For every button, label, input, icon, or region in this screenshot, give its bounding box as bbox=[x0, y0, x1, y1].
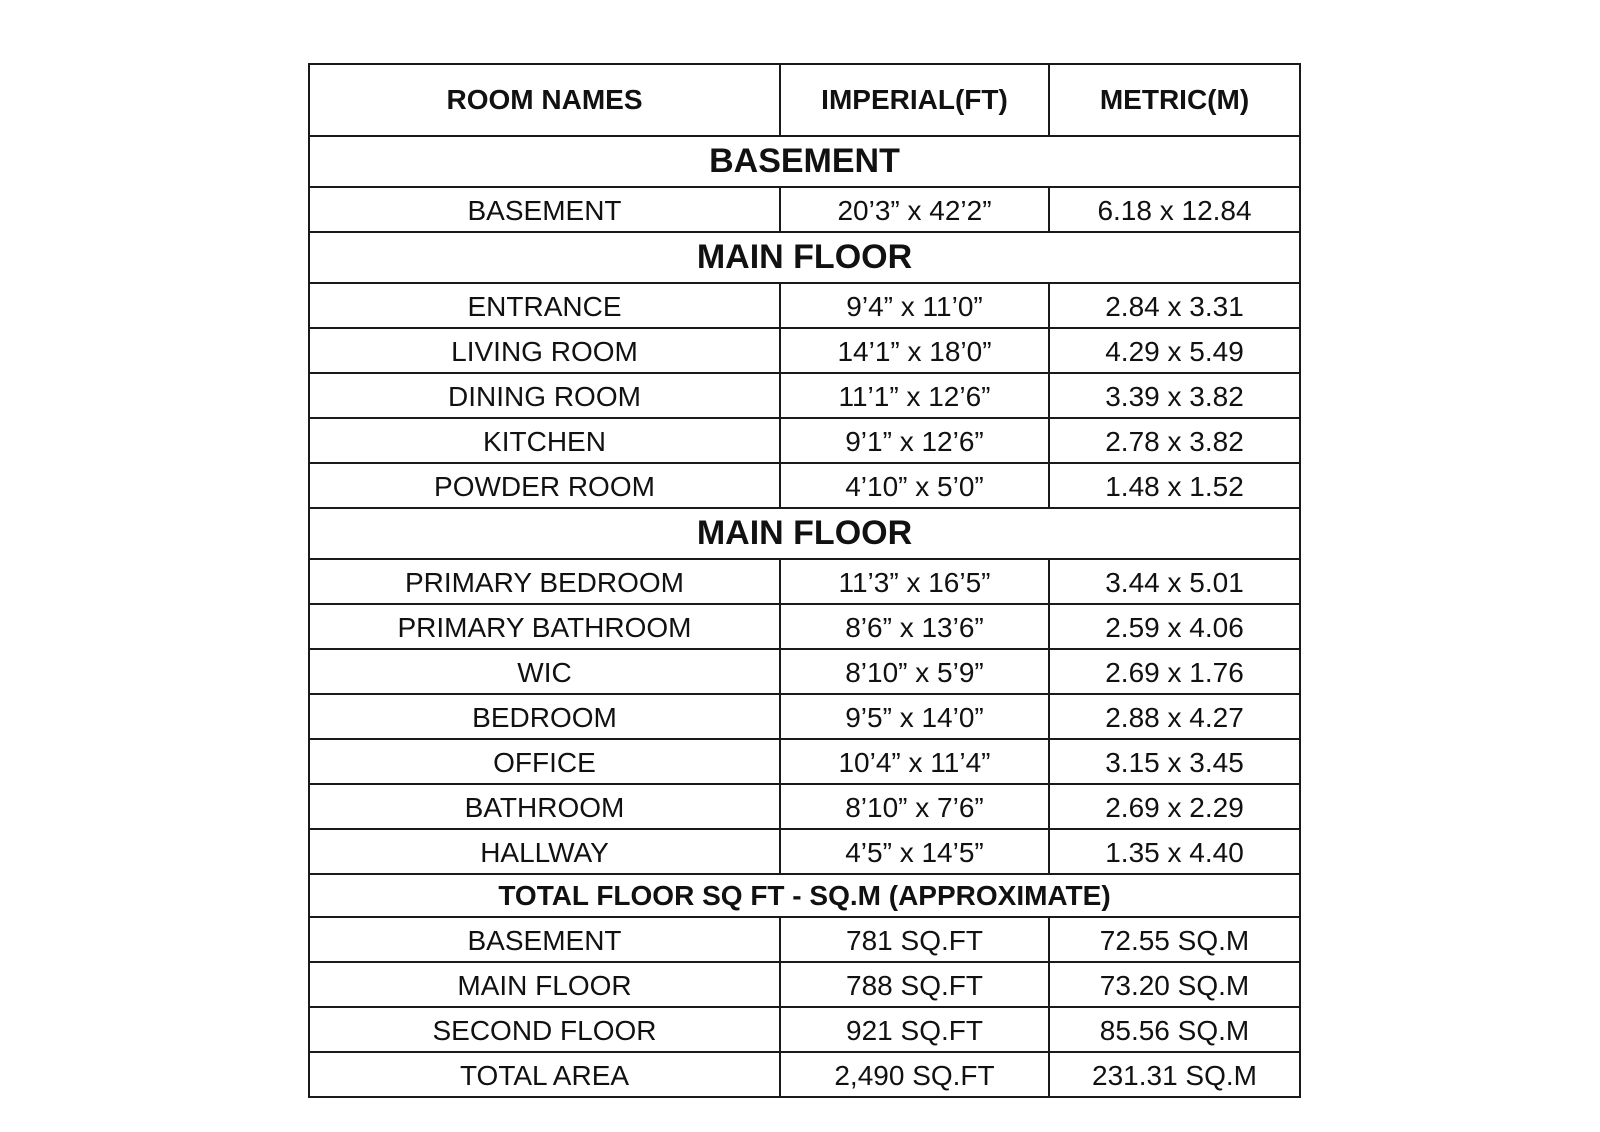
metric-cell: 2.59 x 4.06 bbox=[1049, 604, 1300, 649]
table-body bbox=[309, 64, 1300, 1097]
metric-cell: 6.18 x 12.84 bbox=[1049, 187, 1300, 232]
room-name-cell: PRIMARY BEDROOM bbox=[309, 559, 780, 604]
metric-cell: 1.48 x 1.52 bbox=[1049, 463, 1300, 508]
room-name-cell: ENTRANCE bbox=[309, 283, 780, 328]
imperial-cell: 4’10” x 5’0” bbox=[780, 463, 1049, 508]
table-row bbox=[309, 187, 1300, 232]
room-name-cell: OFFICE bbox=[309, 739, 780, 784]
section-title: BASEMENT bbox=[309, 136, 1300, 187]
room-name-cell: DINING ROOM bbox=[309, 373, 780, 418]
room-name-cell: PRIMARY BATHROOM bbox=[309, 604, 780, 649]
room-name-cell: BATHROOM bbox=[309, 784, 780, 829]
table-row bbox=[309, 784, 1300, 829]
table-row bbox=[309, 1007, 1300, 1052]
section-title: MAIN FLOOR bbox=[309, 508, 1300, 559]
room-name-cell: BASEMENT bbox=[309, 187, 780, 232]
section-header-row bbox=[309, 232, 1300, 283]
table-row bbox=[309, 604, 1300, 649]
metric-cell: 3.15 x 3.45 bbox=[1049, 739, 1300, 784]
imperial-cell: 921 SQ.FT bbox=[780, 1007, 1049, 1052]
room-name-cell: BASEMENT bbox=[309, 917, 780, 962]
room-name-cell: MAIN FLOOR bbox=[309, 962, 780, 1007]
room-name-cell: KITCHEN bbox=[309, 418, 780, 463]
metric-cell: 3.44 x 5.01 bbox=[1049, 559, 1300, 604]
table-row bbox=[309, 559, 1300, 604]
room-name-cell: LIVING ROOM bbox=[309, 328, 780, 373]
metric-cell: 3.39 x 3.82 bbox=[1049, 373, 1300, 418]
imperial-cell: 781 SQ.FT bbox=[780, 917, 1049, 962]
imperial-cell: 4’5” x 14’5” bbox=[780, 829, 1049, 874]
room-dimensions-table bbox=[308, 63, 1301, 1098]
metric-cell: 231.31 SQ.M bbox=[1049, 1052, 1300, 1097]
table-row bbox=[309, 328, 1300, 373]
table-row bbox=[309, 1052, 1300, 1097]
section-header-row bbox=[309, 136, 1300, 187]
metric-cell: 4.29 x 5.49 bbox=[1049, 328, 1300, 373]
metric-cell: 2.88 x 4.27 bbox=[1049, 694, 1300, 739]
imperial-cell: 20’3” x 42’2” bbox=[780, 187, 1049, 232]
table-row bbox=[309, 829, 1300, 874]
metric-cell: 2.84 x 3.31 bbox=[1049, 283, 1300, 328]
imperial-cell: 788 SQ.FT bbox=[780, 962, 1049, 1007]
imperial-cell: 14’1” x 18’0” bbox=[780, 328, 1049, 373]
imperial-cell: 9’5” x 14’0” bbox=[780, 694, 1049, 739]
metric-cell: 2.69 x 1.76 bbox=[1049, 649, 1300, 694]
metric-cell: 2.78 x 3.82 bbox=[1049, 418, 1300, 463]
imperial-cell: 9’4” x 11’0” bbox=[780, 283, 1049, 328]
table-row bbox=[309, 463, 1300, 508]
table-row bbox=[309, 917, 1300, 962]
section-header-row bbox=[309, 508, 1300, 559]
table-row bbox=[309, 649, 1300, 694]
header-metric: METRIC(M) bbox=[1049, 64, 1300, 136]
metric-cell: 72.55 SQ.M bbox=[1049, 917, 1300, 962]
room-name-cell: TOTAL AREA bbox=[309, 1052, 780, 1097]
table-row bbox=[309, 418, 1300, 463]
room-name-cell: BEDROOM bbox=[309, 694, 780, 739]
section-header-row bbox=[309, 874, 1300, 917]
table-row bbox=[309, 739, 1300, 784]
imperial-cell: 2,490 SQ.FT bbox=[780, 1052, 1049, 1097]
table-row bbox=[309, 283, 1300, 328]
imperial-cell: 8’10” x 7’6” bbox=[780, 784, 1049, 829]
metric-cell: 2.69 x 2.29 bbox=[1049, 784, 1300, 829]
header-imperial: IMPERIAL(FT) bbox=[780, 64, 1049, 136]
room-name-cell: POWDER ROOM bbox=[309, 463, 780, 508]
imperial-cell: 8’10” x 5’9” bbox=[780, 649, 1049, 694]
imperial-cell: 11’1” x 12’6” bbox=[780, 373, 1049, 418]
table-row bbox=[309, 962, 1300, 1007]
metric-cell: 73.20 SQ.M bbox=[1049, 962, 1300, 1007]
imperial-cell: 11’3” x 16’5” bbox=[780, 559, 1049, 604]
room-name-cell: WIC bbox=[309, 649, 780, 694]
imperial-cell: 9’1” x 12’6” bbox=[780, 418, 1049, 463]
metric-cell: 1.35 x 4.40 bbox=[1049, 829, 1300, 874]
metric-cell: 85.56 SQ.M bbox=[1049, 1007, 1300, 1052]
imperial-cell: 10’4” x 11’4” bbox=[780, 739, 1049, 784]
header-row bbox=[309, 64, 1300, 136]
room-name-cell: HALLWAY bbox=[309, 829, 780, 874]
header-room-names: ROOM NAMES bbox=[309, 64, 780, 136]
section-title: MAIN FLOOR bbox=[309, 232, 1300, 283]
imperial-cell: 8’6” x 13’6” bbox=[780, 604, 1049, 649]
table-row bbox=[309, 694, 1300, 739]
table-row bbox=[309, 373, 1300, 418]
room-name-cell: SECOND FLOOR bbox=[309, 1007, 780, 1052]
section-title: TOTAL FLOOR SQ FT - SQ.M (APPROXIMATE) bbox=[309, 874, 1300, 917]
